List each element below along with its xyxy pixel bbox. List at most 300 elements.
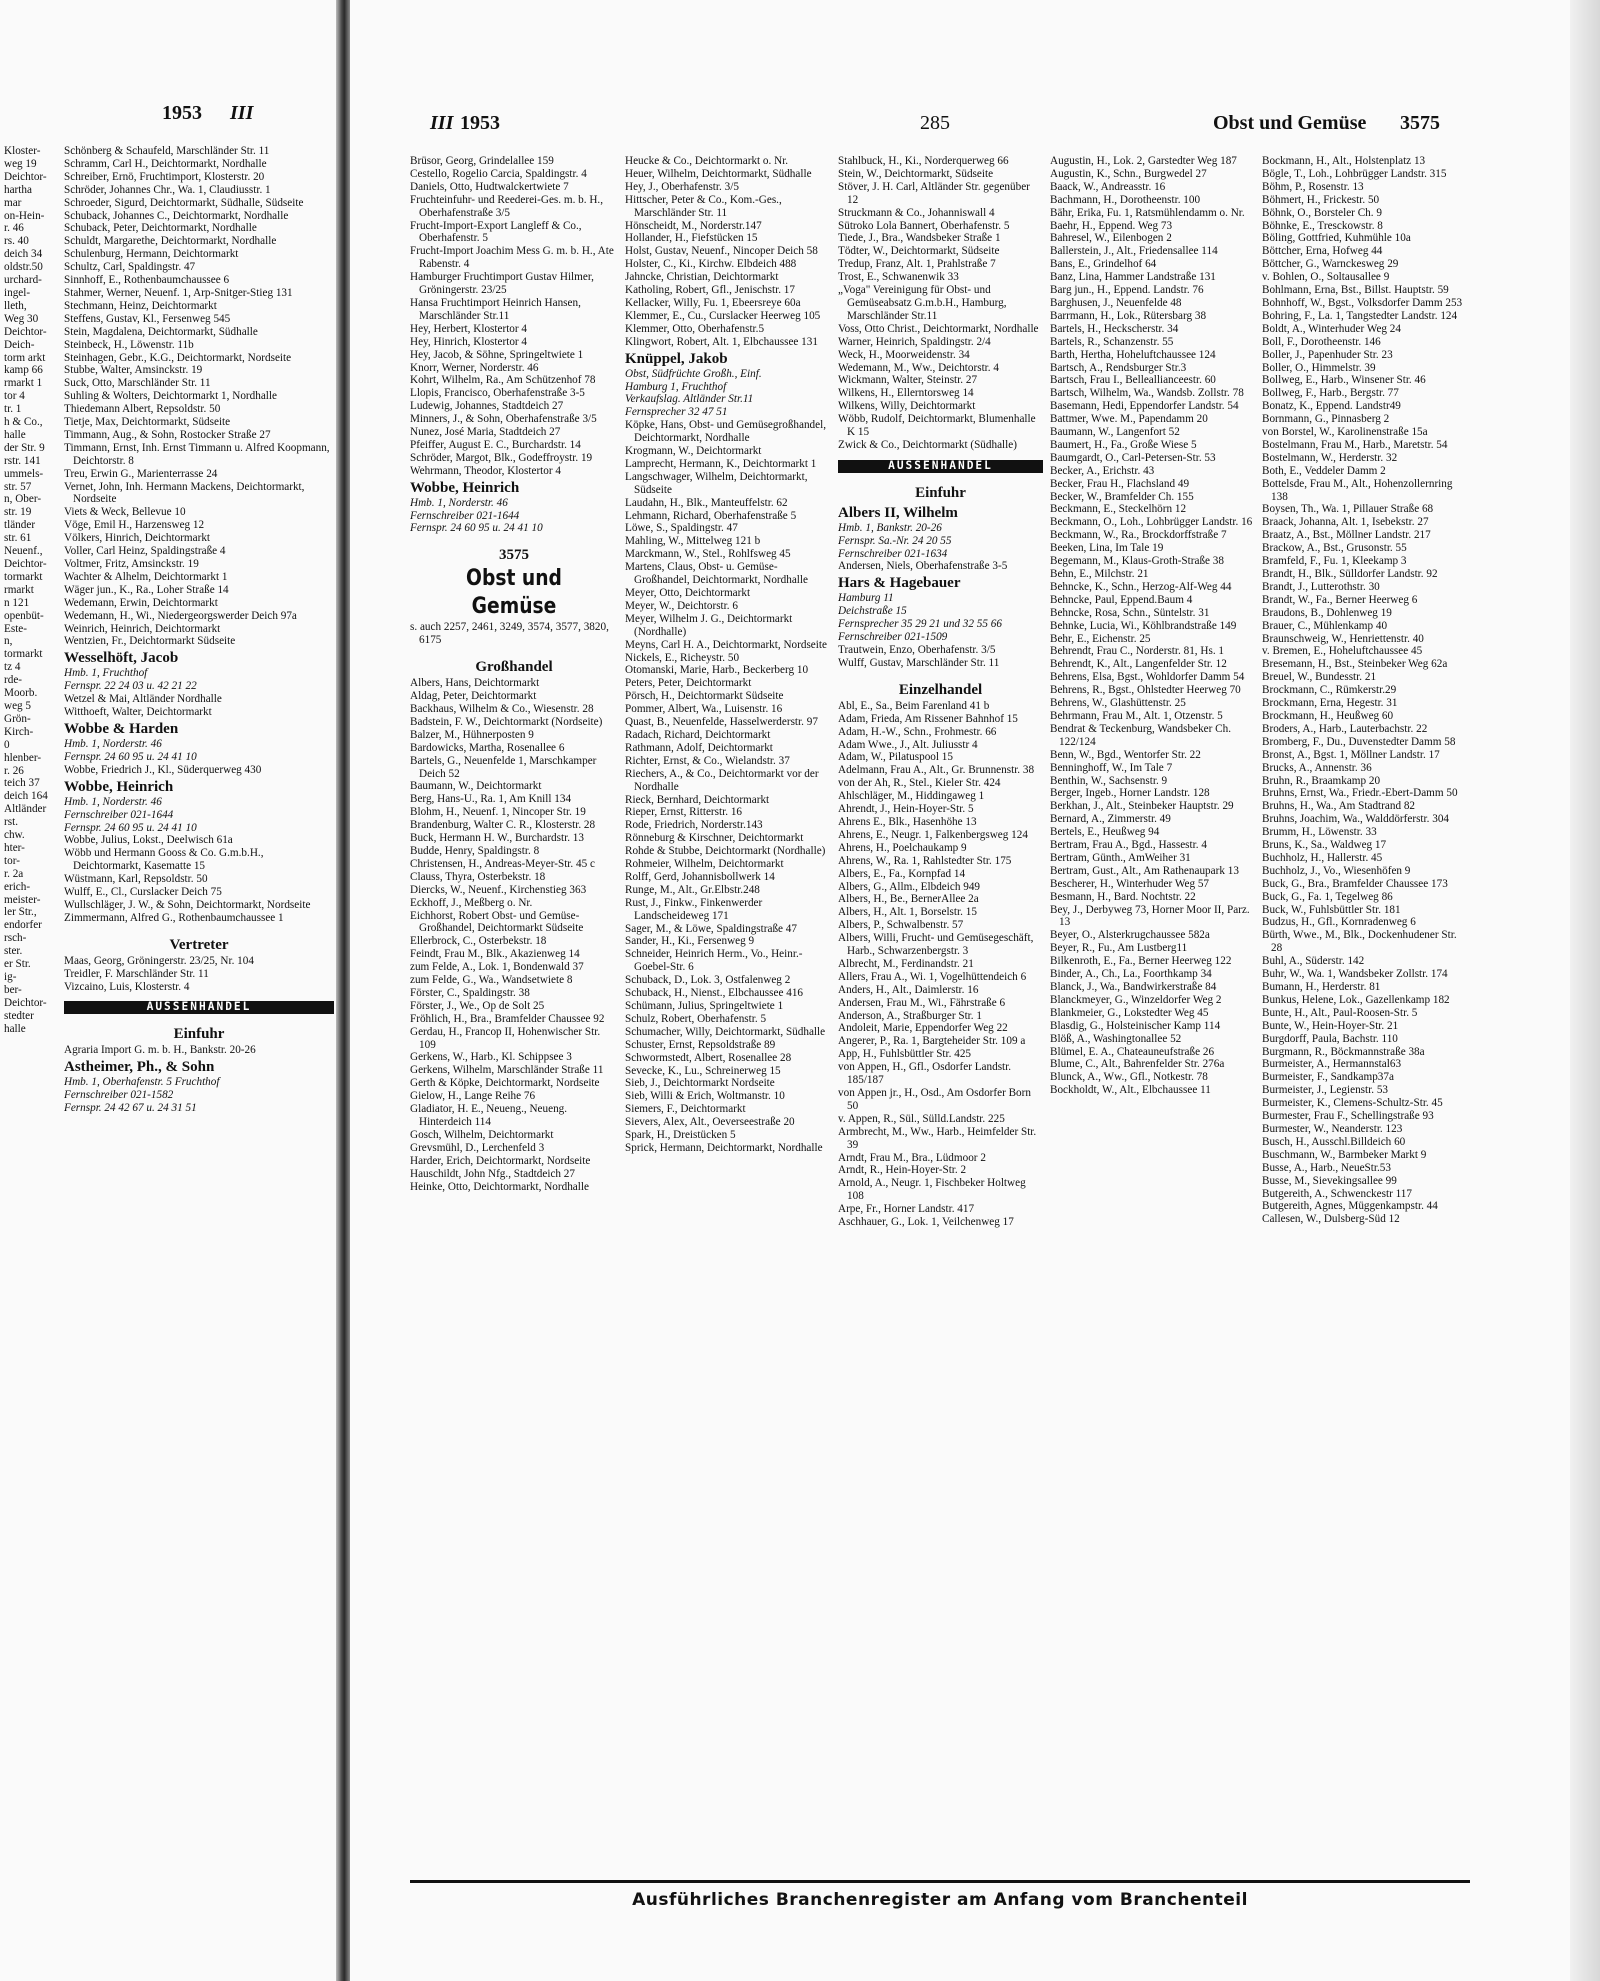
directory-entry: Besmann, H., Bard. Nochtstr. 22	[1050, 890, 1196, 903]
directory-entry: Benthin, W., Sachsenstr. 9	[1050, 774, 1168, 787]
directory-entry: Brumm, H., Löwenstr. 33	[1262, 826, 1377, 839]
directory-entry: Bähr, Erika, Fu. 1, Ratsmühlendamm o. Nr.	[1050, 206, 1245, 219]
directory-entry: Vernet, John, Inh. Hermann Mackens, Deichtormarkt, Nordseite	[64, 480, 305, 506]
directory-entry: Rönneburg & Kirschner, Deichtormarkt	[625, 832, 804, 845]
directory-entry: zum Felde, G., Wa., Wandsetwiete 8	[410, 974, 573, 987]
directory-entry: Weck, H., Moorweidenstr. 34	[838, 348, 970, 361]
directory-entry: Buhl, A., Süderstr. 142	[1262, 955, 1365, 968]
directory-entry: Böhm, P., Rosenstr. 13	[1262, 180, 1364, 193]
directory-entry: Schroeder, Sigurd, Deichtormarkt, Südhalle, Südseite	[64, 196, 304, 209]
directory-entry: Voltmer, Fritz, Amsinckstr. 19	[64, 558, 199, 570]
directory-entry: Burmeister, J., Legienstr. 53	[1262, 1084, 1389, 1097]
directory-entry: Steffens, Gustav, Kl., Fersenweg 545	[64, 312, 231, 325]
directory-entry: Beyer, O., Alsterkrugchaussee 582a	[1050, 929, 1210, 942]
directory-column-1	[410, 155, 618, 1895]
directory-entry: Runge, M., Alt., Gr.Elbstr.248	[625, 883, 760, 896]
directory-column-2	[625, 155, 830, 1895]
directory-entry: Arnold, A., Neugr. 1, Fischbeker Holtweg 108	[838, 1177, 1026, 1203]
directory-entry: Bockmann, H., Alt., Holstenplatz 13	[1262, 155, 1426, 167]
directory-entry: App, H., Fuhlsbüttler Str. 425	[838, 1048, 972, 1061]
directory-entry: Köpke, Hans, Obst- und Gemüsegroßhandel, Deichtormarkt, Nordhalle	[625, 419, 827, 445]
directory-entry: rst.	[4, 816, 18, 829]
directory-entry: Böhnk, O., Borsteler Ch. 9	[1262, 206, 1382, 219]
directory-entry: Backhaus, Wilhelm & Co., Wiesenstr. 28	[410, 703, 594, 715]
directory-entry: Meyer, Otto, Deichtormarkt	[625, 587, 751, 599]
directory-entry: Bunte, H., Alt., Paul-Roosen-Str. 5	[1262, 1006, 1418, 1019]
directory-entry: Wentzien, Fr., Deichtormarkt Südseite	[64, 635, 236, 648]
directory-entry: Bumann, H., Herderstr. 81	[1262, 981, 1381, 993]
directory-entry: Böttcher, Erna, Hofweg 44	[1262, 245, 1383, 258]
directory-entry: Hamburger Fruchtimport Gustav Hilmer, Gröningerstr. 23/25	[410, 271, 594, 297]
left-page-roman: III	[230, 102, 254, 124]
directory-entry: Daniels, Otto, Hudtwalckertwiete 7	[410, 180, 569, 193]
directory-entry: Steinbeck, H., Löwenstr. 11b	[64, 338, 194, 351]
directory-entry: Böhnke, E., Tresckowstr. 8	[1262, 219, 1383, 232]
running-head-roman: III	[430, 112, 454, 134]
directory-entry: Pfeiffer, August E. C., Burchardstr. 14	[410, 438, 581, 451]
directory-entry: Bostelmann, W., Herderstr. 32	[1262, 451, 1398, 464]
directory-entry: Rieck, Bernhard, Deichtormarkt	[625, 793, 770, 806]
directory-entry: Ahrens, E., Neugr. 1, Falkenbergsweg 124	[838, 828, 1028, 841]
directory-entry: Ahlschläger, M., Hiddingaweg 1	[838, 790, 985, 803]
section-title: Obst und Gemüse	[1213, 112, 1367, 134]
directory-entry: Budde, Henry, Spaldingstr. 8	[410, 844, 540, 857]
directory-entry: Schramm, Carl H., Deichtormarkt, Nordhalle	[64, 157, 267, 170]
directory-entry: Blohm, H., Neuenf. 1, Nincoper Str. 19	[410, 806, 586, 819]
directory-entry: Adam, H.-W., Schn., Frohmestr. 66	[838, 725, 997, 738]
directory-entry: Deichtor-	[4, 325, 47, 338]
directory-entry: Bohlmann, Erna, Bst., Billst. Hauptstr. 59	[1262, 284, 1449, 297]
directory-entry: Bonatz, K., Eppend. Landstr49	[1262, 400, 1401, 413]
directory-entry: Suck, Otto, Marschländer Str. 11	[64, 377, 211, 390]
directory-entry: str. 19	[4, 506, 32, 519]
directory-entry: Stöver, J. H. Carl, Altländer Str. gegenüber 12	[838, 180, 1030, 206]
directory-entry: Krogmann, W., Deichtormarkt	[625, 445, 762, 458]
directory-entry: r. 46	[4, 222, 24, 235]
directory-entry: Grevsmühl, D., Lerchenfeld 3	[410, 1141, 545, 1154]
directory-entry: Knorr, Werner, Norderstr. 46	[410, 361, 539, 374]
directory-entry: Richter, Ernst, & Co., Wielandstr. 37	[625, 754, 790, 767]
directory-entry: h & Co.,	[4, 416, 43, 429]
directory-entry: Schultz, Carl, Spaldingstr. 47	[64, 261, 196, 274]
directory-entry: Wullschläger, J. W., & Sohn, Deichtormarkt, Nordseite	[64, 898, 311, 911]
directory-entry: Arpe, Fr., Horner Landstr. 417	[838, 1203, 975, 1216]
directory-entry: Feindt, Frau M., Blk., Akazienweg 14	[410, 948, 580, 961]
directory-entry: Busse, M., Sievekingsallee 99	[1262, 1174, 1397, 1187]
directory-entry: Este-	[4, 622, 27, 635]
directory-entry: Schneider, Heinrich Herm., Vo., Heinr.-Goebel-Str. 6	[625, 948, 803, 974]
directory-entry: Behncke, Rosa, Schn., Süntelstr. 31	[1050, 606, 1210, 619]
directory-entry: Hey, Hinrich, Klostertor 4	[410, 335, 528, 348]
directory-entry: Bachmann, H., Dorotheenstr. 100	[1050, 193, 1201, 206]
directory-entry: Boysen, Th., Wa. 1, Pillauer Straße 68	[1262, 503, 1434, 516]
directory-entry: Gerkens, Wilhelm, Marschländer Straße 11	[410, 1064, 604, 1077]
directory-entry: Deichtor-	[4, 170, 47, 183]
directory-entry: Burgmann, R., Böckmannstraße 38a	[1262, 1045, 1425, 1058]
directory-entry: str. 61	[4, 532, 32, 545]
directory-entry: tormarkt	[4, 570, 43, 583]
directory-entry: Schuback, Johannes C., Deichtormarkt, Nordhalle	[64, 209, 289, 222]
featured-entry: Wobbe, Heinrich	[410, 479, 520, 496]
directory-entry: Völkers, Hinrich, Deichtormarkt	[64, 532, 211, 545]
directory-entry: Beeken, Lina, Im Tale 19	[1050, 542, 1164, 555]
featured-entry: Wesselhöft, Jacob	[64, 650, 179, 667]
directory-entry: Heinke, Otto, Deichtormarkt, Nordhalle	[410, 1180, 589, 1193]
directory-entry: Bernard, A., Zimmerstr. 49	[1050, 813, 1171, 826]
entry-detail: Hmb. 1, Norderstr. 46	[64, 795, 162, 808]
directory-entry: Wulff, Gustav, Marschländer Str. 11	[838, 656, 1000, 669]
directory-column-4	[1050, 155, 1255, 1895]
directory-entry: Thiedemann Albert, Repsoldstr. 50	[64, 403, 221, 416]
directory-entry: Förster, J., We., Op de Solt 25	[410, 999, 545, 1012]
directory-entry: Pommer, Albert, Wa., Luisenstr. 16	[625, 703, 783, 716]
directory-entry: Wehrmann, Theodor, Klostertor 4	[410, 464, 561, 477]
directory-entry: Behncke, Paul, Eppend.Baum 4	[1050, 593, 1193, 606]
directory-entry: Binder, A., Ch., La., Foorthkamp 34	[1050, 968, 1212, 981]
directory-entry: Riechers, A., & Co., Deichtormarkt vor der Nordhalle	[625, 767, 819, 793]
directory-entry: Warner, Heinrich, Spaldingstr. 2/4	[838, 335, 991, 348]
directory-entry: Berkhan, J., Alt., Steinbeker Hauptstr. 29	[1050, 800, 1234, 813]
directory-entry: Beckmann, O., Loh., Lohbrügger Landstr. 16	[1050, 516, 1253, 529]
entry-detail: Fernsprecher 32 47 51	[625, 406, 728, 419]
directory-entry: Andersen, Niels, Oberhafenstraße 3-5	[838, 560, 1008, 573]
directory-column-5	[1262, 155, 1467, 1895]
directory-entry: Bartels, G., Neuenfelde 1, Marschkamper Deich 52	[410, 754, 597, 780]
directory-entry: Buhr, W., Wa. 1, Wandsbeker Zollstr. 174	[1262, 968, 1448, 981]
directory-entry: n, Ober-	[4, 493, 42, 506]
directory-entry: Siemers, F., Deichtormarkt	[625, 1103, 746, 1116]
directory-entry: Hey, J., Oberhafenstr. 3/5	[625, 180, 739, 193]
directory-entry: halle	[4, 1022, 26, 1035]
directory-entry: Blöß, A., Washingtonallee 52	[1050, 1032, 1182, 1045]
directory-entry: r. 2a	[4, 867, 24, 880]
featured-entry: Astheimer, Ph., & Sohn	[64, 1059, 215, 1076]
left-page-year: 1953	[162, 102, 202, 124]
directory-entry: Schuback, D., Lok. 3, Ostfalenweg 2	[625, 974, 791, 987]
subsection-heading: Einzelhandel	[898, 681, 983, 698]
directory-entry: Gielow, H., Lange Reihe 76	[410, 1090, 536, 1103]
directory-entry: Augustin, K., Schn., Burgwedel 27	[1050, 167, 1207, 180]
directory-entry: Gerdau, H., Francop II, Hohenwischer Str. 109	[410, 1025, 601, 1051]
directory-entry: n 121	[4, 596, 30, 609]
directory-entry: Albers, H., Be., BernerAllee 2a	[838, 893, 979, 906]
entry-detail: Fernschreiber 021-1644	[64, 808, 174, 821]
directory-entry: Clauss, Thyra, Osterbekstr. 18	[410, 870, 546, 883]
directory-entry: Rieper, Ernst, Ritterstr. 16	[625, 806, 743, 819]
directory-entry: Angerer, P., Ra. 1, Bargteheider Str. 109 a	[838, 1035, 1026, 1048]
directory-entry: Braunschweig, W., Henriettenstr. 40	[1262, 632, 1424, 645]
directory-entry: Bertels, E., Heußweg 94	[1050, 826, 1160, 839]
directory-entry: Boller, J., Papenhuder Str. 23	[1262, 348, 1393, 361]
directory-entry: Benninghoff, W., Im Tale 7	[1050, 761, 1173, 774]
directory-entry: Lehmann, Richard, Oberhafenstraße 5	[625, 509, 797, 522]
directory-entry: Kloster-	[4, 145, 41, 157]
directory-entry: Wüstmann, Karl, Repsoldstr. 50	[64, 873, 208, 886]
directory-entry: Nunez, José Maria, Stadtdeich 27	[410, 426, 561, 439]
directory-entry: Adam Wwe., J., Alt. Juliusstr 4	[838, 738, 978, 751]
directory-entry: Tredup, Franz, Alt. 1, Prahlstraße 7	[838, 258, 996, 271]
directory-entry: Schröder, Margot, Blk., Godeffroystr. 19	[410, 451, 593, 464]
directory-entry: Bockholdt, W., Alt., Elbchaussee 11	[1050, 1084, 1211, 1097]
directory-entry: rstr. 141	[4, 454, 41, 467]
directory-entry: Ahrens, W., Ra. 1, Rahlstedter Str. 175	[838, 854, 1012, 867]
directory-entry: Burgdorff, Paula, Bachstr. 110	[1262, 1032, 1398, 1045]
directory-entry: Gosch, Wilhelm, Deichtormarkt	[410, 1128, 554, 1141]
directory-entry: weg 5	[4, 699, 32, 712]
directory-entry: Wedemann, M., Ww., Deichtorstr. 4	[838, 361, 999, 374]
directory-entry: Bunkus, Helene, Lok., Gazellenkamp 182	[1262, 993, 1450, 1006]
directory-entry: Behrmann, Frau M., Alt. 1, Otzenstr. 5	[1050, 709, 1223, 722]
category-code: 3575	[499, 547, 529, 564]
directory-entry: Bahresel, W., Eilenbogen 2	[1050, 232, 1172, 245]
directory-entry: Treu, Erwin G., Marienterrasse 24	[64, 467, 218, 480]
directory-entry: Braack, Johanna, Alt. 1, Isebekstr. 27	[1262, 516, 1429, 529]
directory-entry: Rolff, Gerd, Johannisbollwerk 14	[625, 870, 775, 883]
directory-entry: Sager, M., & Löwe, Spaldingstraße 47	[625, 922, 797, 935]
directory-entry: Timmann, Aug., & Sohn, Rostocker Straße 27	[64, 428, 271, 441]
directory-entry: v. Appen, R., Sül., Sülld.Landstr. 225	[838, 1112, 1005, 1125]
directory-entry: Aldag, Peter, Deichtormarkt	[410, 690, 537, 703]
directory-entry: hartha	[4, 183, 32, 196]
directory-entry: Stein, W., Deichtormarkt, Südseite	[838, 167, 994, 180]
directory-entry: Bramfeld, F., Fu. 1, Kleekamp 3	[1262, 555, 1407, 568]
directory-entry: Behrendt, K., Alt., Langenfelder Str. 12	[1050, 658, 1227, 671]
directory-entry: Lamprecht, Hermann, K., Deichtormarkt 1	[625, 457, 817, 470]
directory-entry: Vöge, Emil H., Harzensweg 12	[64, 519, 205, 532]
directory-entry: Brockmann, H., Heußweg 60	[1262, 709, 1394, 722]
page-number: 285	[920, 112, 950, 134]
directory-entry: Anders, H., Alt., Daimlerstr. 16	[838, 983, 979, 996]
featured-entry: Hars & Hagebauer	[838, 575, 961, 592]
directory-entry: Buschmann, W., Barmbeker Markt 9	[1262, 1148, 1427, 1161]
directory-entry: Holster, C., Ki., Kirchw. Elbdeich 488	[625, 258, 797, 271]
directory-entry: Buck, W., Fuhlsbüttler Str. 181	[1262, 903, 1401, 916]
directory-entry: Albers, Hans, Deichtormarkt	[410, 677, 540, 690]
directory-entry: Wetzel & Mai, Altländer Nordhalle	[64, 693, 222, 706]
directory-entry: stedter	[4, 1009, 34, 1022]
directory-entry: Wäger jun., K., Ra., Loher Straße 14	[64, 583, 229, 596]
directory-entry: Behrens, W., Glashüttenstr. 25	[1050, 697, 1186, 710]
directory-entry: Schuster, Ernst, Repsoldstraße 89	[625, 1038, 776, 1051]
directory-entry: kamp 66	[4, 364, 43, 377]
directory-entry: tländer	[4, 519, 36, 532]
directory-entry: deich 164	[4, 790, 48, 803]
directory-entry: Wobbe, Friedrich J., Kl., Süderquerweg 430	[64, 763, 262, 776]
directory-entry: Bruhns, Joachim, Wa., Walddörferstr. 304	[1262, 813, 1450, 826]
running-head-year: 1953	[460, 112, 500, 134]
directory-entry: r. 26	[4, 764, 24, 777]
directory-entry: Blankmeier, G., Lokstedter Weg 45	[1050, 1006, 1209, 1019]
directory-entry: ber-	[4, 983, 22, 996]
directory-entry: Ludewig, Johannes, Stadtdeich 27	[410, 400, 564, 413]
directory-entry: Weg 30	[4, 312, 39, 325]
directory-entry: rmarkt	[4, 583, 34, 596]
entry-detail: Fernschreiber 021-1582	[64, 1089, 174, 1102]
section-bar: AUSSENHANDEL	[838, 460, 1043, 473]
book-gutter	[336, 0, 350, 1981]
directory-entry: Löwe, S., Spaldingstr. 47	[625, 522, 738, 535]
directory-entry: Behrens, R., Bgst., Ohlstedter Heerweg 70	[1050, 684, 1241, 697]
directory-entry: Brauer, C., Mühlenkamp 40	[1262, 619, 1388, 632]
directory-entry: Schröder, Johannes Chr., Wa. 1, Claudiusstr. 1	[64, 183, 271, 196]
directory-entry: Bohnhoff, W., Bgst., Volksdorfer Damm 253	[1262, 296, 1463, 309]
directory-entry: Bartsch, A., Rendsburger Str.3	[1050, 361, 1187, 374]
directory-entry: Brandt, J., Lutterothstr. 30	[1262, 580, 1380, 593]
directory-entry: Adam, W., Pilatuspool 15	[838, 751, 953, 764]
directory-entry: Wobbe, Julius, Lokst., Deelwisch 61a	[64, 834, 233, 847]
directory-entry: Ahrendt, J., Hein-Hoyer-Str. 5	[838, 803, 974, 816]
entry-detail: Fernspr. 24 60 95 u. 24 41 10	[64, 750, 197, 763]
directory-entry: halle	[4, 428, 26, 441]
directory-entry: Allers, Frau A., Wi. 1, Vogelhüttendeich 6	[838, 970, 1027, 983]
directory-entry: Maas, Georg, Gröningerstr. 23/25, Nr. 104	[64, 954, 254, 967]
directory-entry: Bruns, K., Sa., Waldweg 17	[1262, 839, 1387, 852]
entry-detail: Fernspr. 24 42 67 u. 24 31 51	[64, 1102, 197, 1115]
directory-entry: rde-	[4, 674, 23, 687]
directory-entry: Albrecht, M., Ferdinandstr. 21	[838, 957, 974, 970]
directory-entry: Buck, G., Fa. 1, Tegelweg 86	[1262, 890, 1393, 903]
directory-entry: Stahmer, Werner, Neuenf. 1, Arp-Snitger-Stieg 131	[64, 286, 293, 299]
directory-entry: Stubbe, Walter, Amsinckstr. 19	[64, 364, 203, 377]
directory-entry: Butgereith, A., Schwenckestr 117	[1262, 1187, 1412, 1200]
directory-entry: rsch-	[4, 932, 27, 945]
directory-entry: Blanckmeyer, G., Winzeldorfer Weg 2	[1050, 993, 1222, 1006]
category-heading: Obst und Gemüse	[466, 566, 562, 620]
directory-entry: Blunck, A., Ww., Gfl., Notkestr. 78	[1050, 1071, 1208, 1084]
directory-entry: Frucht-Import-Export Langleff & Co., Oberhafenstr. 5	[410, 219, 582, 245]
directory-entry: Diercks, W., Neuenf., Kirchenstieg 363	[410, 883, 587, 896]
directory-entry: rmarkt 1	[4, 377, 43, 390]
directory-entry: Heucke & Co., Deichtormarkt o. Nr.	[625, 155, 789, 167]
directory-entry: Bertram, Gust., Alt., Am Rathenaupark 13	[1050, 864, 1239, 877]
directory-entry: tor 4	[4, 390, 25, 403]
directory-entry: Deichtor-	[4, 558, 47, 570]
directory-entry: Wilkens, H., Ellerntorsweg 14	[838, 387, 974, 400]
directory-entry: Augustin, H., Lok. 2, Garstedter Weg 187	[1050, 155, 1237, 167]
directory-entry: Barg jun., H., Eppend. Landstr. 76	[1050, 284, 1204, 297]
directory-entry: Burmeister, K., Clemens-Schultz-Str. 45	[1262, 1097, 1443, 1110]
entry-detail: Deichstraße 15	[838, 605, 907, 618]
directory-entry: Frucht-Import Joachim Mess G. m. b. H., Ate Rabenstr. 4	[410, 245, 614, 271]
entry-detail: Fernspr. 24 60 95 u. 24 41 10	[64, 821, 197, 834]
directory-entry: Kellacker, Willy, Fu. 1, Ebeersreye 60a	[625, 296, 801, 309]
directory-entry: Schwormstedt, Albert, Rosenallee 28	[625, 1051, 792, 1064]
directory-entry: 0	[4, 738, 10, 751]
directory-entry: tz 4	[4, 661, 21, 674]
directory-entry: ig-	[4, 971, 17, 983]
subsection-heading: Großhandel	[475, 659, 553, 676]
entry-detail: Hamburg 1, Fruchthof	[625, 380, 727, 393]
directory-entry: deich 34	[4, 248, 43, 261]
directory-entry: Burmester, Frau F., Schellingstraße 93	[1262, 1110, 1434, 1123]
directory-entry: endorfer	[4, 919, 42, 932]
directory-entry: Beckmann, E., Steckelhörn 12	[1050, 503, 1187, 516]
directory-entry: Baumann, W., Deichtormarkt	[410, 780, 542, 793]
directory-entry: Schümann, Julius, Springeltwiete 1	[625, 1000, 784, 1012]
directory-entry: tr. 1	[4, 403, 22, 416]
directory-entry: von Borstel, W., Karolinenstraße 15a	[1262, 426, 1428, 439]
directory-entry: Förster, C., Spaldingstr. 38	[410, 986, 530, 999]
directory-entry: Gerkens, W., Harb., Kl. Schippsee 3	[410, 1051, 572, 1064]
directory-entry: Timmann, Ernst, Inh. Ernst Timmann u. Alfred Koopmann, Deichtorstr. 8	[64, 441, 330, 467]
entry-detail: Fernschreiber 021-1634	[838, 547, 948, 560]
directory-entry: s. auch 2257, 2461, 3249, 3574, 3577, 3820, 6175	[410, 621, 609, 647]
directory-entry: Busse, A., Harb., NeueStr.53	[1262, 1161, 1391, 1174]
directory-entry: Blasdig, G., Holsteinischer Kamp 114	[1050, 1019, 1221, 1032]
directory-entry: Arndt, R., Hein-Hoyer-Str. 2	[838, 1164, 967, 1177]
directory-entry: Adam, Frieda, Am Rissener Bahnhof 15	[838, 712, 1018, 725]
directory-entry: Brandt, W., Fa., Berner Heerweg 6	[1262, 593, 1418, 606]
directory-entry: Banz, Lina, Hammer Landstraße 131	[1050, 271, 1216, 284]
directory-entry: Heuer, Wilhelm, Deichtormarkt, Südhalle	[625, 167, 812, 180]
directory-entry: Ahrens, H., Poelchaukamp 9	[838, 841, 967, 854]
directory-entry: Bendrat & Teckenburg, Wandsbeker Ch. 122/124	[1050, 722, 1232, 748]
directory-entry: Breuel, W., Bundesstr. 21	[1262, 671, 1377, 684]
directory-entry: Armbrecht, M., Ww., Harb., Heimfelder Str. 39	[838, 1125, 1037, 1151]
directory-entry: Wickmann, Walter, Steinstr. 27	[838, 374, 978, 387]
directory-entry: Sütroko Lola Bannert, Oberhafenstr. 5	[838, 219, 1010, 232]
directory-entry: von der Ah, R., Stel., Kieler Str. 424	[838, 777, 1001, 790]
directory-entry: Treidler, F. Marschländer Str. 11	[64, 967, 209, 980]
directory-entry: Berg, Hans-U., Ra. 1, Am Knill 134	[410, 793, 572, 806]
directory-entry: Mahling, W., Mittelweg 121 b	[625, 535, 761, 548]
directory-entry: von Appen jr., H., Osd., Am Osdorfer Born 50	[838, 1087, 1031, 1112]
directory-entry: Albers, H., Alt. 1, Borselstr. 15	[838, 906, 977, 919]
directory-entry: Bostelmann, Frau M., Harb., Maretstr. 54	[1262, 438, 1448, 451]
directory-entry: Tiede, J., Bra., Wandsbeker Straße 1	[838, 232, 1001, 245]
entry-detail: Obst, Südfrüchte Großh., Einf.	[625, 367, 762, 380]
directory-entry: Voss, Otto Christ., Deichtormarkt, Nordhalle	[838, 322, 1039, 335]
directory-entry: er Str.	[4, 958, 31, 971]
directory-entry: Grön-	[4, 712, 31, 725]
directory-entry: Zimmermann, Alfred G., Rothenbaumchaussee 1	[64, 911, 284, 924]
directory-entry: Sieb, Willi & Erich, Woltmanstr. 10	[625, 1090, 785, 1103]
featured-entry: Wobbe, Heinrich	[64, 778, 174, 795]
directory-entry: Wedemann, H., Wi., Niedergeorgswerder Deich 97a	[64, 609, 297, 622]
directory-entry: Meyer, Wilhelm J. G., Deichtormarkt (Nordhalle)	[625, 612, 793, 638]
directory-entry: Rohde & Stubbe, Deichtormarkt (Nordhalle)	[625, 845, 826, 858]
directory-entry: Badstein, F. W., Deichtormarkt (Nordseite)	[410, 715, 603, 728]
directory-entry: Böhmert, H., Frickestr. 50	[1262, 193, 1380, 206]
directory-entry: Andoleit, Marie, Eppendorfer Weg 22	[838, 1022, 1008, 1035]
directory-entry: Wachter & Alhelm, Deichtormarkt 1	[64, 570, 228, 583]
directory-entry: Boldt, A., Winterhuder Weg 24	[1262, 322, 1401, 335]
entry-detail: Hmb. 1, Norderstr. 46	[410, 496, 508, 509]
directory-entry: Ellerbrock, C., Osterbekstr. 18	[410, 935, 547, 948]
directory-entry: Harder, Erich, Deichtormarkt, Nordseite	[410, 1154, 591, 1167]
directory-entry: Hansa Fruchtimport Heinrich Hansen, Marschländer Str.11	[410, 296, 581, 322]
directory-entry: Rathmann, Adolf, Deichtormarkt	[625, 741, 773, 754]
directory-entry: Albers, G., Allm., Elbdeich 949	[838, 880, 981, 893]
directory-entry: Trautwein, Enzo, Oberhafenstr. 3/5	[838, 644, 996, 656]
directory-entry: Pörsch, H., Deichtormarkt Südseite	[625, 690, 784, 703]
directory-entry: Klemmer, Otto, Oberhafenstr.5	[625, 322, 765, 335]
directory-entry: Battmer, Wwe. M., Papendamm 20	[1050, 413, 1208, 426]
directory-entry: Bruhns, H., Wa., Am Stadtrand 82	[1262, 800, 1416, 813]
directory-entry: Radach, Richard, Deichtormarkt	[625, 728, 771, 741]
directory-entry: Schulz, Robert, Oberhafenstr. 5	[625, 1012, 767, 1025]
directory-entry: v. Bohlen, O., Soltausallee 9	[1262, 271, 1390, 284]
directory-entry: Schönberg & Schaufeld, Marschländer Str. 11	[64, 145, 270, 157]
directory-entry: Broders, A., Harb., Lauterbachstr. 22	[1262, 722, 1428, 735]
entry-detail: Hmb. 1, Norderstr. 46	[64, 737, 162, 750]
section-code: 3575	[1400, 112, 1440, 134]
directory-entry: Beckmann, W., Ra., Brockdorffstraße 7	[1050, 529, 1227, 542]
directory-entry: Albers, E., Fa., Kornpfad 14	[838, 867, 966, 880]
directory-entry: Bresemann, H., Bst., Steinbeker Weg 62a	[1262, 658, 1448, 671]
directory-entry: Kohrt, Wilhelm, Ra., Am Schützenhof 78	[410, 374, 596, 387]
page-edge	[1570, 0, 1600, 1981]
